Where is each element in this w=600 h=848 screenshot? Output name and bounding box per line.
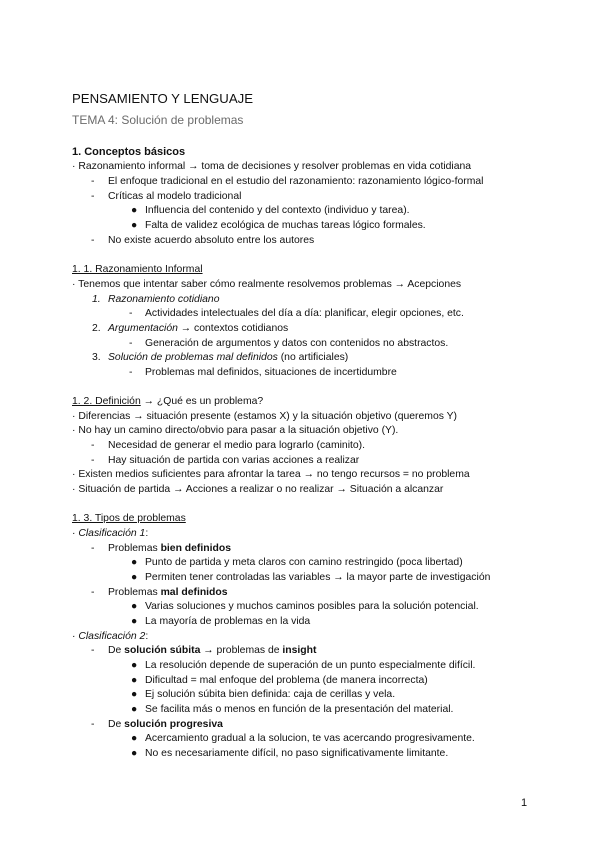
classification-label	[72, 630, 148, 644]
page-number: 1	[521, 797, 528, 809]
dot-bullet: ●	[131, 660, 138, 671]
term-description: → contextos cotidianos	[177, 323, 289, 334]
item-prefix: Problemas	[108, 543, 161, 554]
subsection-heading: 1. 3. Tipos de problemas	[72, 513, 186, 524]
text-line: · Existen medios suficientes para afrontar la tarea → no tengo recursos = no problema	[72, 469, 470, 480]
dash-bullet: -	[91, 176, 95, 187]
italic-term: Argumentación	[108, 323, 178, 334]
section-heading: 1. Conceptos básicos	[72, 146, 186, 158]
dot-bullet: ●	[131, 748, 138, 759]
heading-rest: → ¿Qué es un problema?	[140, 396, 264, 407]
list-item: Generación de argumentos y datos con contenidos no abstractos.	[145, 338, 449, 349]
dot-bullet: ●	[131, 601, 138, 612]
list-item: Ej solución súbita bien definida: caja de cerillas y vela.	[145, 689, 396, 700]
text-line: · Razonamiento informal → toma de decisiones y resolver problemas en vida cotidiana	[72, 161, 472, 172]
colon: :	[145, 528, 149, 539]
item-prefix: De	[108, 719, 125, 730]
list-item	[108, 644, 316, 658]
dash-bullet: -	[91, 191, 95, 202]
dash-bullet: -	[129, 308, 133, 319]
dot-bullet: ●	[131, 572, 138, 583]
list-item	[108, 542, 231, 556]
list-item: Problemas mal definidos, situaciones de incertidumbre	[145, 367, 397, 378]
list-item: Permiten tener controladas las variables → la mayor parte de investigación	[145, 572, 491, 583]
dash-bullet: -	[91, 440, 95, 451]
list-item: Razonamiento cotidiano	[108, 294, 220, 305]
term-description: (no artificiales)	[277, 352, 349, 363]
list-item: Críticas al modelo tradicional	[108, 191, 242, 202]
list-item: Varias soluciones y muchos caminos posibles para la solución potencial.	[145, 601, 479, 612]
dash-bullet: -	[91, 719, 95, 730]
list-item: La resolución depende de superación de un punto especialmente difícil.	[145, 660, 476, 671]
subsection-heading	[72, 395, 263, 409]
dash-bullet: -	[91, 455, 95, 466]
dash-bullet: -	[129, 367, 133, 378]
list-item: Se facilita más o menos en función de la presentación del material.	[145, 704, 454, 715]
list-number: 1.	[92, 294, 101, 305]
document-title: PENSAMIENTO Y LENGUAJE	[72, 91, 254, 106]
list-item	[108, 322, 288, 336]
dot-bullet: ●	[131, 704, 138, 715]
heading-underlined: 1. 2. Definición	[72, 396, 141, 407]
dash-bullet: -	[91, 587, 95, 598]
dash-bullet: -	[91, 543, 95, 554]
list-item: Actividades intelectuales del día a día: planificar, elegir opciones, etc.	[145, 308, 464, 319]
list-item: Falta de validez ecológica de muchas tareas lógico formales.	[145, 220, 426, 231]
term-description: → problemas de	[200, 645, 283, 656]
dot-bullet: ●	[131, 220, 138, 231]
list-number: 3.	[92, 352, 101, 363]
classification-name: · Clasificación 1	[72, 528, 146, 539]
list-item: No es necesariamente difícil, no paso significativamente limitante.	[145, 748, 449, 759]
bold-term: mal definidos	[160, 587, 228, 598]
document-subtitle: TEMA 4: Solución de problemas	[72, 113, 244, 127]
item-prefix: Problemas	[108, 587, 161, 598]
item-prefix: De	[108, 645, 125, 656]
list-item: El enfoque tradicional en el estudio del razonamiento: razonamiento lógico-formal	[108, 176, 484, 187]
colon: :	[145, 631, 149, 642]
bold-term: insight	[282, 645, 317, 656]
list-item: Acercamiento gradual a la solucion, te vas acercando progresivamente.	[145, 733, 475, 744]
text-line: · Diferencias → situación presente (estamos X) y la situación objetivo (queremos Y)	[72, 411, 458, 422]
list-item	[108, 586, 228, 600]
text-line: · No hay un camino directo/obvio para pasar a la situación objetivo (Y).	[72, 425, 399, 436]
list-item: La mayoría de problemas en la vida	[145, 616, 311, 627]
italic-term: Solución de problemas mal definidos	[108, 352, 278, 363]
bold-term: solución súbita	[124, 645, 201, 656]
list-item: Punto de partida y meta claros con camino restringido (poca libertad)	[145, 557, 463, 568]
text-line: · Situación de partida → Acciones a realizar o no realizar → Situación a alcanzar	[72, 484, 444, 495]
list-item: Hay situación de partida con varias acciones a realizar	[108, 455, 360, 466]
text-line: · Tenemos que intentar saber cómo realmente resolvemos problemas → Acepciones	[72, 279, 462, 290]
dash-bullet: -	[91, 645, 95, 656]
list-number: 2.	[92, 323, 101, 334]
list-item	[108, 351, 348, 365]
dot-bullet: ●	[131, 205, 138, 216]
list-item: No existe acuerdo absoluto entre los autores	[108, 235, 315, 246]
dot-bullet: ●	[131, 675, 138, 686]
list-item: Necesidad de generar el medio para lograrlo (caminito).	[108, 440, 366, 451]
list-item	[108, 718, 223, 732]
classification-label	[72, 527, 148, 541]
bold-term: bien definidos	[160, 543, 231, 554]
dot-bullet: ●	[131, 557, 138, 568]
dash-bullet: -	[91, 235, 95, 246]
list-item: Influencia del contenido y del contexto (individuo y tarea).	[145, 205, 410, 216]
dot-bullet: ●	[131, 733, 138, 744]
bold-term: solución progresiva	[124, 719, 223, 730]
subsection-heading: 1. 1. Razonamiento Informal	[72, 264, 203, 275]
dot-bullet: ●	[131, 689, 138, 700]
list-item: Dificultad = mal enfoque del problema (de manera incorrecta)	[145, 675, 428, 686]
dash-bullet: -	[129, 338, 133, 349]
classification-name: · Clasificación 2	[72, 631, 146, 642]
dot-bullet: ●	[131, 616, 138, 627]
